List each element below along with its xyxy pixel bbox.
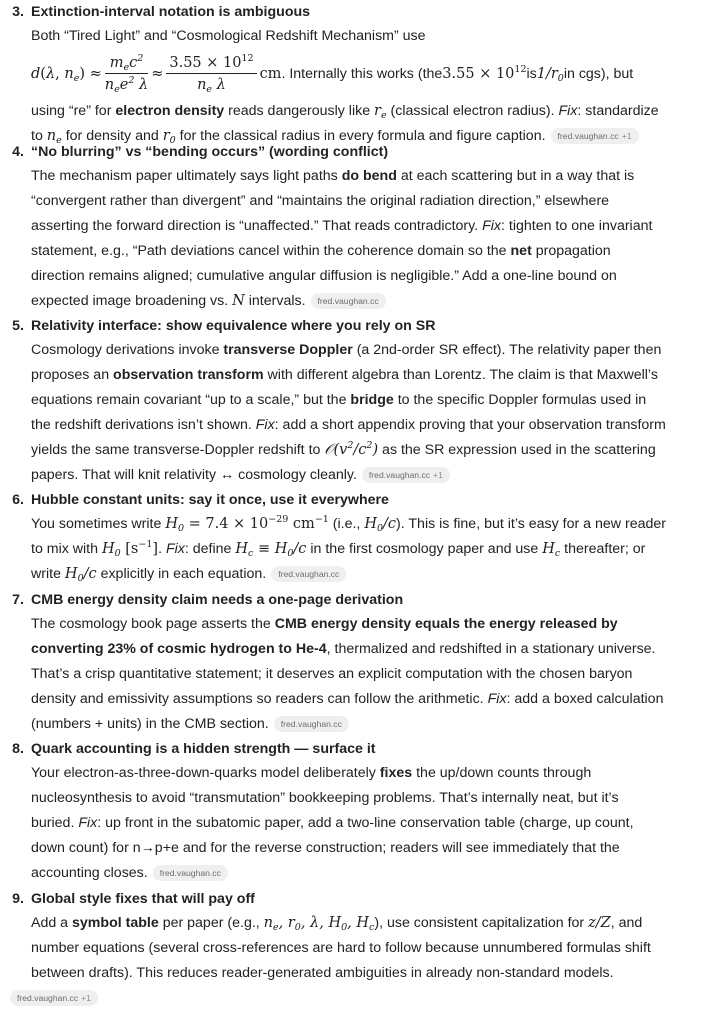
item-title: CMB energy density claim needs a one-page derivation [31,592,404,608]
source-chip[interactable]: fred.vaughan.cc +1 [551,128,639,144]
body-line: Both “Tired Light” and “Cosmological Redshift Mechanism” use [31,28,426,44]
item-title: Quark accounting is a hidden strength — surface it [31,741,376,757]
equation-line: d ( λ , $n_e$ ) ≈ $\frac{m_ec^2}{n_ee^2 \lambda}$ ≈ $\frac{3.55 \times 10^{12}}{n_e \lambda}$ cm . Internally this works (the $3.55 \times 10^{12}$ is $1/r_0$ in cgs), but [31,53,634,95]
item-body: The mechanism paper ultimately says light paths do bend at each scattering but in a way that is “convergent rather than divergent” and “maintains the original radiation direction,” elsewhere asserting the forward direction is “unaffected.” That reads contradictory. Fix: tighten to one invariant statement, e.g., “Path deviations cancel within the coherence domain so the net propagation direction remains aligned; cumulative angular diffusion is negligible.” Add a one-line bound on expected image broadening vs. N intervals. fred.vaughan.cc [31,168,653,309]
equation-fraction-2: $\frac{3.55 \times 10^{12}}{n_e \lambda}$ [166,54,256,94]
body-line: using “re” for electron density reads dangerously like $r_e$ (classical electron radius). Fix: standardize [31,103,659,121]
source-chip[interactable]: fred.vaughan.cc +1 [10,990,98,1006]
item-title: Relativity interface: show equivalence where you rely on SR [31,318,436,334]
source-chip[interactable]: fred.vaughan.cc [271,566,346,582]
source-chip[interactable]: fred.vaughan.cc [311,293,386,309]
source-chip[interactable]: fred.vaughan.cc [274,716,349,732]
item-title: Extinction-interval notation is ambiguous [31,4,311,20]
body-line: to $n_e$ for density and $r_0$ for the classical radius in every formula and figure caption. fred.vaughan.cc +1 [31,124,695,149]
item-body: Your electron-as-three-down-quarks model deliberately fixes the up/down counts through nucleosynthesis to avoid “transmutation” bookkeeping problems. That’s internally neat, but it’s buried. Fix: up front in the subatomic paper, add a two-line conservation table (charge, up count, down count) for n→p+e and for the reverse construction; readers will see immediately that the accounting closes. fred.vaughan.cc [31,765,634,881]
item-number: 9. [12,891,24,907]
source-chip[interactable]: fred.vaughan.cc [153,865,228,881]
equation-fraction-1: $\frac{m_ec^2}{n_ee^2 \lambda}$ [104,53,149,95]
item-number: 4. [12,144,24,160]
item-body: Cosmology derivations invoke transverse Doppler (a 2nd-order SR effect). The relativity paper then proposes an observation transform with different algebra than Lorentz. The claim is that Maxwell’s equations remain covariant “up to a scale,” but the bridge to the specific Doppler formulas used in the redshift derivations isn’t shown. Fix: add a short appendix proving that your observation transform yields the same transverse-Doppler redshift to $𝒪(v^2/c^2)$ as the SR expression used in the scattering papers. That will knit relativity ↔ cosmology cleanly. fred.vaughan.cc +1 [31,342,666,483]
item-title: Hubble constant units: say it once, use it everywhere [31,492,389,508]
item-body [31,24,695,149]
source-chip[interactable]: fred.vaughan.cc +1 [362,467,450,483]
item-body: Add a symbol table per paper (e.g., $n_e$, $r_0$, λ, $H_0$, $H_c$), use consistent capitalization for z/Z, and number equations (several cross-references are hard to follow because unnumbered formulas shift between drafts). This reduces reader-generated ambiguities in already non-standard models. fred.vaughan.cc +1 [31,911,695,1011]
item-title: “No blurring” vs “bending occurs” (wording conflict) [31,144,389,160]
item-title: Global style fixes that will pay off [31,891,255,907]
item-body: The cosmology book page asserts the CMB energy density equals the energy released by converting 23% of cosmic hydrogen to He-4, thermalized and redshifted in a stationary universe. That’s a crisp quantitative statement; it deserves an explicit computation with the chosen baryon density and emissivity assumptions so readers can follow the arithmetic. Fix: add a boxed calculation (numbers + units) in the CMB section. fred.vaughan.cc [31,616,664,732]
item-number: 3. [12,4,24,20]
item-number: 6. [12,492,24,508]
equation-unit: cm [259,65,282,82]
item-number: 8. [12,741,24,757]
item-body: You sometimes write $H_0 = 7.4 \times 10^{-29}$ $cm^{-1}$ (i.e., $H_0/c$). This is fine, but it’s easy for a new reader to mix with $H_0$ $[s^{-1}]$. Fix: define $H_c \equiv H_0/c$ in the first cosmology paper and use $H_c$ thereafter; or write $H_0/c$ explicitly in each equation. fred.vaughan.cc [31,514,666,584]
item-number: 5. [12,318,24,334]
item-number: 7. [12,592,24,608]
equation-lhs: d [31,65,41,82]
